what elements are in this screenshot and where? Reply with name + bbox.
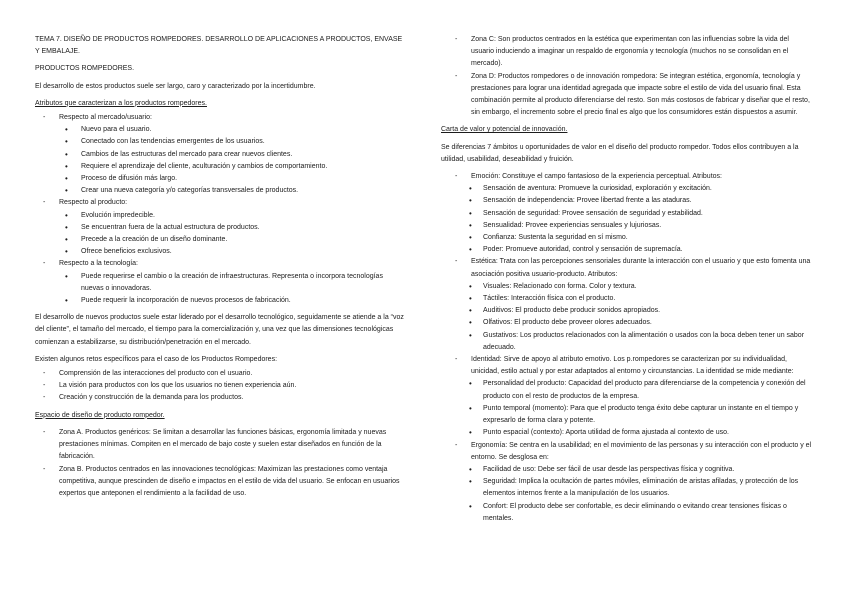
list-item: • Auditivos: El producto debe producir sonidos apropiados.: [441, 305, 813, 317]
attribute-group: - Respecto a la tecnología: • Puede requerirse el cambio o la creación de infraestructuras. Representa o incorpora tecnologías nuevas o innovadoras. • Puede requerir la incorporación de nuevos procesos de fabricación.: [35, 258, 407, 307]
dash-marker: -: [455, 258, 458, 266]
bullet-marker: •: [469, 245, 472, 255]
list-item: • Sensación de aventura: Promueve la curiosidad, exploración y excitación.: [441, 183, 813, 195]
bullet-marker: •: [65, 174, 68, 184]
attributes-list: [35, 112, 407, 307]
bullet-marker: •: [469, 428, 472, 438]
list-item: - Zona A. Productos genéricos: Se limitan a desarrollar las funciones básicas, ergonomía limitada y nuevas prestaciones mínimas. Compiten en el mercado de bajo coste y suelen estar diseñados en función de la fabricación.: [43, 428, 387, 461]
value-area: - Emoción: Constituye el campo fantasioso de la experiencia perceptual. Atributos: • Sensación de aventura: Promueve la curiosidad, exploración y excitación. • Sensación de independencia: Provee libertad frente a las ataduras. • Sensación de seguridad: Provee sensación de seguridad y estabilidad. • Sensualidad: Provee experiencias sensuales y lujuriosas. • Confianza: Sustenta la seguridad en sí mismo. • Poder: Promueve autoridad, control y sensación de supremacía.: [441, 171, 813, 256]
list-item: • Conectado con las tendencias emergentes de los usuarios.: [59, 136, 407, 148]
list-item: • Visuales: Relacionado con forma. Color y textura.: [441, 281, 813, 293]
list-item: • Requiere el aprendizaje del cliente, aculturación y cambios de comportamiento.: [59, 161, 407, 173]
list-item: • Olfativos: El producto debe proveer olores adecuados.: [441, 317, 813, 329]
list-item: • Sensualidad: Provee experiencias sensuales y lujuriosas.: [441, 220, 813, 232]
list-item: • Ofrece beneficios exclusivos.: [59, 246, 407, 258]
dash-marker: -: [43, 370, 46, 378]
design-space-heading: Espacio de diseño de producto rompedor.: [35, 411, 165, 419]
dash-marker: -: [455, 356, 458, 364]
list-item: - La visión para productos con los que los usuarios no tienen experiencia aún.: [35, 380, 407, 392]
value-chart-heading: Carta de valor y potencial de innovación.: [441, 126, 568, 134]
list-item: • Crear una nueva categoría y/o categorías transversales de productos.: [59, 185, 407, 197]
bullet-marker: •: [65, 149, 68, 159]
bullet-marker: •: [65, 186, 68, 196]
bullet-marker: •: [469, 464, 472, 474]
list-item: • Puede requerir la incorporación de nuevos procesos de fabricación.: [59, 295, 407, 307]
section-heading: PRODUCTOS ROMPEDORES.: [35, 65, 135, 73]
list-item: • Proceso de difusión más largo.: [59, 173, 407, 185]
bullet-marker: •: [65, 222, 68, 232]
list-item: - Zona B. Productos centrados en las innovaciones tecnológicas: Maximizan las prestaciones como ventaja competitiva, aunque prescinden de diseño e impactos en el estilo de vida del usuario. Se enfocan en usuarios expertos que anteponen el rendimiento a la facilidad de uso.: [43, 465, 400, 497]
value-chart-intro: Se diferencias 7 ámbitos u oportunidades de valor en el diseño del producto rompedor. Todos ellos contribuyen a la utilidad, usabilidad, deseabilidad y fruición.: [441, 143, 799, 163]
list-item: • Personalidad del producto: Capacidad del producto para diferenciarse de la competencia y conexión del producto con el resto de productos de la empresa.: [469, 379, 806, 400]
right-column: [441, 34, 813, 525]
dash-marker: -: [43, 382, 46, 390]
bullet-marker: •: [469, 306, 472, 316]
list-item: • Punto temporal (momento): Para que el producto tenga éxito debe capturar un instante en el tiempo y expresarlo de forma clara y potente.: [469, 403, 799, 425]
dash-marker: -: [43, 114, 46, 122]
list-item: • Seguridad: Implica la ocultación de partes móviles, eliminación de aristas afiladas, y protección de los elementos internos frente a la manipulación de los usuarios.: [469, 477, 799, 498]
development-paragraph: El desarrollo de nuevos productos suele estar liderado por el desarrollo tecnológico, seguidamente se atiende a la “voz del cliente”, el tamaño del mercado, el tiempo para la comercialización y, una vez que las dimensiones tecnológicas comienzan a estabilizarse, su distribución/penetración en el mercado.: [35, 314, 404, 346]
bullet-marker: •: [65, 271, 68, 281]
bullet-marker: •: [469, 379, 472, 389]
list-item: • Punto espacial (contexto): Aporta utilidad de forma ajustada al contexto de uso.: [441, 427, 813, 439]
bullet-marker: •: [469, 477, 472, 487]
bullet-marker: •: [469, 220, 472, 230]
list-item: • Confianza: Sustenta la seguridad en sí mismo.: [441, 232, 813, 244]
list-item: • Precede a la creación de un diseño dominante.: [59, 234, 407, 246]
list-item: • Evolución impredecible.: [59, 210, 407, 222]
bullet-marker: •: [65, 161, 68, 171]
attribute-group: - Respecto al producto: • Evolución impredecible. • Se encuentran fuera de la actual estructura de productos. • Precede a la creación de un diseño dominante. • Ofrece beneficios exclusivos.: [35, 197, 407, 258]
bullet-marker: •: [65, 235, 68, 245]
list-item: • Puede requerirse el cambio o la creación de infraestructuras. Representa o incorpora tecnologías nuevas o innovadoras.: [65, 271, 383, 292]
list-item: - Zona D: Productos rompedores o de innovación rompedora: Se integran estética, ergonomía, tecnología y prestaciones para lograr una identidad agregada que impacte sobre el estilo de vida del usuario final. Esta combinación permite al producto diferenciarse del resto. Son más costosos de fabricar y diseñar que el resto, sin embargo, el incremento sobre el precio final es algo que los consumidores están dispuestos a asumir.: [455, 72, 810, 117]
left-column: [35, 34, 407, 500]
bullet-marker: •: [469, 184, 472, 194]
value-area: - Estética: Trata con las percepciones sensoriales durante la interacción con el usuario y que esto fomenta una asociación positiva usuario-producto. Atributos: • Visuales: Relacionado con forma. Color y textura. • Táctiles: Interacción física con el producto. • Auditivos: El producto debe producir sonidos apropiados. • Olfativos: El producto debe proveer olores adecuados. • Gustativos: Los productos relacionados con la alimentación o usados con la boca deben tener un sabor adecuado.: [441, 256, 813, 354]
bullet-marker: •: [65, 296, 68, 306]
challenges-list: [35, 368, 407, 405]
list-item: • Nuevo para el usuario.: [59, 124, 407, 136]
dash-marker: -: [43, 394, 46, 402]
list-item: • Cambios de las estructuras del mercado para crear nuevos clientes.: [59, 149, 407, 161]
challenges-intro: Existen algunos retos específicos para el caso de los Productos Rompedores:: [35, 355, 278, 363]
bullet-marker: •: [469, 233, 472, 243]
dash-marker: -: [455, 173, 458, 181]
intro-paragraph: El desarrollo de estos productos suele ser largo, caro y caracterizado por la incertidumbre.: [35, 82, 316, 90]
zones-list-continued: [441, 34, 813, 119]
dash-marker: -: [43, 428, 46, 436]
dash-marker: -: [43, 199, 46, 207]
value-areas-list: [441, 171, 813, 525]
value-area: - Identidad: Sirve de apoyo al atributo emotivo. Los p.rompedores se caracterizan por su individualidad, unicidad, estilo actual y por estar adaptados al entorno y circunstancias. La identidad se mide mediante: • Personalidad del producto: Capacidad del producto para diferenciarse de la competencia y conexión del producto con el resto de productos de la empresa. • Punto temporal (momento): Para que el producto tenga éxito debe capturar un instante en el tiempo y expresarlo de forma clara y potente. • Punto espacial (contexto): Aporta utilidad de forma ajustada al contexto de uso.: [441, 354, 813, 439]
value-area: - Ergonomía: Se centra en la usabilidad; en el movimiento de las personas y su interacción con el producto y el entorno. Se desglosa en: • Facilidad de uso: Debe ser fácil de usar desde las perspectivas física y cognitiva. • Seguridad: Implica la ocultación de partes móviles, eliminación de aristas afiladas, y protección de los elementos internos frente a la manipulación de los usuarios. • Confort: El producto debe ser confortable, es decir eliminando o evitando crear tensiones físicas o mentales.: [441, 440, 813, 525]
page-title: TEMA 7. DISEÑO DE PRODUCTOS ROMPEDORES. DESARROLLO DE APLICACIONES A PRODUCTOS, ENVASE Y EMBALAJE.: [35, 36, 403, 56]
dash-marker: -: [455, 36, 458, 43]
attributes-heading: Atributos que caracterizan a los productos rompedores.: [35, 99, 207, 107]
dash-marker: -: [455, 72, 458, 80]
list-item: - Comprensión de las interacciones del producto con el usuario.: [35, 368, 407, 380]
bullet-marker: •: [469, 318, 472, 328]
bullet-marker: •: [469, 208, 472, 218]
list-item: • Sensación de independencia: Provee libertad frente a las ataduras.: [441, 195, 813, 207]
bullet-marker: •: [469, 501, 472, 511]
bullet-marker: •: [469, 330, 472, 340]
dash-marker: -: [455, 441, 458, 449]
dash-marker: -: [43, 465, 46, 473]
bullet-marker: •: [469, 196, 472, 206]
bullet-marker: •: [65, 125, 68, 135]
list-item: • Poder: Promueve autoridad, control y sensación de supremacía.: [441, 244, 813, 256]
list-item: - Creación y construcción de la demanda para los productos.: [35, 392, 407, 404]
list-item: - Zona C: Son productos centrados en la estética que experimentan con las influencias sobre la vida del usuario induciendo a imaginar un respaldo de ergonomía y tecnología (muchos no se consolidan en el mercado).: [455, 36, 789, 68]
bullet-marker: •: [469, 403, 472, 413]
attribute-group: - Respecto al mercado/usuario: • Nuevo para el usuario. • Conectado con las tendencias emergentes de los usuarios. • Cambios de las estructuras del mercado para crear nuevos clientes. • Requiere el aprendizaje del cliente, aculturación y cambios de comportamiento. • Proceso de difusión más largo. • Crear una nueva categoría y/o categorías transversales de productos.: [35, 112, 407, 197]
bullet-marker: •: [65, 247, 68, 257]
list-item: • Facilidad de uso: Debe ser fácil de usar desde las perspectivas física y cognitiva.: [441, 464, 813, 476]
bullet-marker: •: [469, 281, 472, 291]
list-item: • Táctiles: Interacción física con el producto.: [441, 293, 813, 305]
bullet-marker: •: [469, 294, 472, 304]
list-item: • Gustativos: Los productos relacionados con la alimentación o usados con la boca deben tener un sabor adecuado.: [469, 330, 805, 351]
list-item: • Se encuentran fuera de la actual estructura de productos.: [59, 222, 407, 234]
list-item: • Confort: El producto debe ser confortable, es decir eliminando o evitando crear tensiones físicas o mentales.: [469, 501, 787, 522]
dash-marker: -: [43, 260, 46, 268]
zones-list: [35, 427, 407, 500]
bullet-marker: •: [65, 137, 68, 147]
list-item: • Sensación de seguridad: Provee sensación de seguridad y estabilidad.: [441, 208, 813, 220]
bullet-marker: •: [65, 210, 68, 220]
